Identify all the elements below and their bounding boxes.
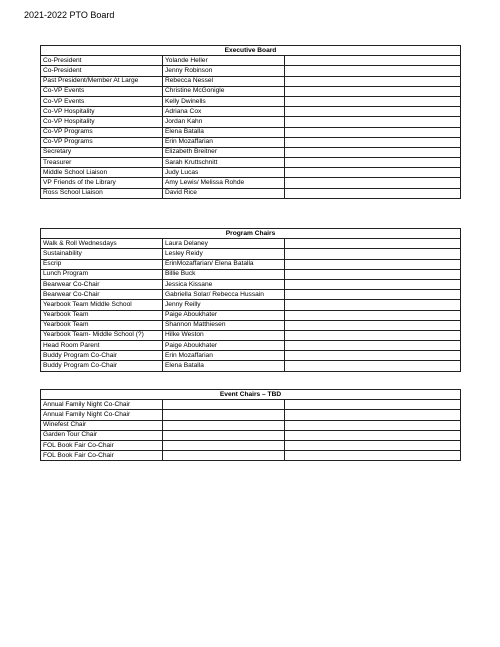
- blank-cell: [285, 249, 461, 259]
- role-cell: Yearbook Team: [41, 310, 163, 320]
- blank-cell: [285, 188, 461, 198]
- name-cell: [163, 420, 285, 430]
- role-cell: Annual Family Night Co-Chair: [41, 400, 163, 410]
- blank-cell: [285, 269, 461, 279]
- table-row: [41, 320, 461, 330]
- blank-cell: [285, 430, 461, 440]
- name-cell: ErinMozaffarian/ Elena Batalla: [163, 259, 285, 269]
- name-cell: Gabriella Solar/ Rebecca Hussain: [163, 290, 285, 300]
- role-cell: Co-VP Events: [41, 86, 163, 96]
- role-cell: Co-President: [41, 56, 163, 66]
- name-cell: Yolande Heller: [163, 56, 285, 66]
- blank-cell: [285, 400, 461, 410]
- role-cell: Walk & Roll Wednesdays: [41, 239, 163, 249]
- name-cell: Sarah Kruttschnitt: [163, 158, 285, 168]
- blank-cell: [285, 290, 461, 300]
- program-chairs-heading: Program Chairs: [41, 229, 461, 239]
- blank-cell: [285, 56, 461, 66]
- table-row: [41, 440, 461, 450]
- role-cell: Lunch Program: [41, 269, 163, 279]
- blank-cell: [285, 158, 461, 168]
- role-cell: Garden Tour Chair: [41, 430, 163, 440]
- table-row: [41, 310, 461, 320]
- role-cell: Yearbook Team- Middle School (?): [41, 330, 163, 340]
- table-row: [41, 76, 461, 86]
- table-row: [41, 137, 461, 147]
- document-title: 2021-2022 PTO Board: [24, 10, 115, 20]
- event-chairs-table: [40, 389, 461, 461]
- table-row: [41, 249, 461, 259]
- role-cell: Sustainability: [41, 249, 163, 259]
- role-cell: Annual Family Night Co-Chair: [41, 410, 163, 420]
- name-cell: Paige Aboukhater: [163, 341, 285, 351]
- role-cell: Co-VP Hospitality: [41, 107, 163, 117]
- role-cell: Winefest Chair: [41, 420, 163, 430]
- table-row: [41, 410, 461, 420]
- blank-cell: [285, 259, 461, 269]
- role-cell: Yearbook Team Middle School: [41, 300, 163, 310]
- table-row: [41, 66, 461, 76]
- name-cell: Kelly Dwinells: [163, 96, 285, 106]
- table-row: [41, 430, 461, 440]
- table-row: [41, 341, 461, 351]
- blank-cell: [285, 117, 461, 127]
- table-row: [41, 117, 461, 127]
- blank-cell: [285, 239, 461, 249]
- table-row: [41, 158, 461, 168]
- role-cell: Treasurer: [41, 158, 163, 168]
- table-row: [41, 86, 461, 96]
- name-cell: Elena Batalla: [163, 361, 285, 371]
- table-row: [41, 239, 461, 249]
- role-cell: Co-VP Programs: [41, 127, 163, 137]
- role-cell: Bearwear Co-Chair: [41, 290, 163, 300]
- table-row: [41, 300, 461, 310]
- table-row: [41, 147, 461, 157]
- name-cell: Laura Delaney: [163, 239, 285, 249]
- blank-cell: [285, 178, 461, 188]
- blank-cell: [285, 310, 461, 320]
- name-cell: Erin Mozaffarian: [163, 351, 285, 361]
- name-cell: [163, 451, 285, 461]
- blank-cell: [285, 279, 461, 289]
- name-cell: [163, 430, 285, 440]
- table-row: [41, 107, 461, 117]
- blank-cell: [285, 361, 461, 371]
- role-cell: VP Friends of the Library: [41, 178, 163, 188]
- role-cell: Middle School Liaison: [41, 168, 163, 178]
- role-cell: Ross School Liaison: [41, 188, 163, 198]
- name-cell: Rebecca Nessel: [163, 76, 285, 86]
- name-cell: Jessica Kissane: [163, 279, 285, 289]
- blank-cell: [285, 410, 461, 420]
- name-cell: Adriana Cox: [163, 107, 285, 117]
- table-row: [41, 400, 461, 410]
- name-cell: David Rice: [163, 188, 285, 198]
- name-cell: Shannon Matthiesen: [163, 320, 285, 330]
- name-cell: Jenny Robinson: [163, 66, 285, 76]
- role-cell: Buddy Program Co-Chair: [41, 351, 163, 361]
- table-row: [41, 420, 461, 430]
- blank-cell: [285, 137, 461, 147]
- blank-cell: [285, 341, 461, 351]
- executive-board-table: [40, 45, 461, 199]
- role-cell: Co-VP Programs: [41, 137, 163, 147]
- role-cell: Escrip: [41, 259, 163, 269]
- blank-cell: [285, 330, 461, 340]
- name-cell: Paige Aboukhater: [163, 310, 285, 320]
- table-row: [41, 127, 461, 137]
- name-cell: Judy Lucas: [163, 168, 285, 178]
- blank-cell: [285, 320, 461, 330]
- blank-cell: [285, 96, 461, 106]
- table-row: [41, 451, 461, 461]
- role-cell: Secretary: [41, 147, 163, 157]
- event-chairs-heading: Event Chairs – TBD: [41, 390, 461, 400]
- table-row: [41, 178, 461, 188]
- role-cell: Co-VP Events: [41, 96, 163, 106]
- name-cell: Amy Lewis/ Melissa Rohde: [163, 178, 285, 188]
- role-cell: Bearwear Co-Chair: [41, 279, 163, 289]
- role-cell: FOL Book Fair Co-Chair: [41, 451, 163, 461]
- name-cell: Christine McGonigle: [163, 86, 285, 96]
- blank-cell: [285, 168, 461, 178]
- name-cell: Jordan Kahn: [163, 117, 285, 127]
- name-cell: Lesley Reidy: [163, 249, 285, 259]
- role-cell: Co-VP Hospitality: [41, 117, 163, 127]
- name-cell: [163, 400, 285, 410]
- role-cell: Co-President: [41, 66, 163, 76]
- role-cell: Buddy Program Co-Chair: [41, 361, 163, 371]
- blank-cell: [285, 420, 461, 430]
- role-cell: FOL Book Fair Co-Chair: [41, 440, 163, 450]
- blank-cell: [285, 451, 461, 461]
- name-cell: Elena Batalla: [163, 127, 285, 137]
- table-row: [41, 351, 461, 361]
- name-cell: Erin Mozaffarian: [163, 137, 285, 147]
- program-chairs-table: [40, 228, 461, 372]
- blank-cell: [285, 66, 461, 76]
- name-cell: [163, 410, 285, 420]
- table-row: [41, 269, 461, 279]
- blank-cell: [285, 351, 461, 361]
- role-cell: Yearbook Team: [41, 320, 163, 330]
- table-row: [41, 168, 461, 178]
- name-cell: Billie Buck: [163, 269, 285, 279]
- name-cell: [163, 440, 285, 450]
- blank-cell: [285, 76, 461, 86]
- name-cell: Elizabeth Breitner: [163, 147, 285, 157]
- table-row: [41, 259, 461, 269]
- name-cell: Hilke Weston: [163, 330, 285, 340]
- table-row: [41, 279, 461, 289]
- role-cell: Past President/Member At Large: [41, 76, 163, 86]
- name-cell: Jenny Reilly: [163, 300, 285, 310]
- table-row: [41, 361, 461, 371]
- blank-cell: [285, 86, 461, 96]
- table-row: [41, 290, 461, 300]
- role-cell: Head Room Parent: [41, 341, 163, 351]
- blank-cell: [285, 107, 461, 117]
- table-row: [41, 56, 461, 66]
- blank-cell: [285, 440, 461, 450]
- table-row: [41, 188, 461, 198]
- executive-board-heading: Executive Board: [41, 46, 461, 56]
- blank-cell: [285, 147, 461, 157]
- blank-cell: [285, 300, 461, 310]
- table-row: [41, 330, 461, 340]
- table-row: [41, 96, 461, 106]
- blank-cell: [285, 127, 461, 137]
